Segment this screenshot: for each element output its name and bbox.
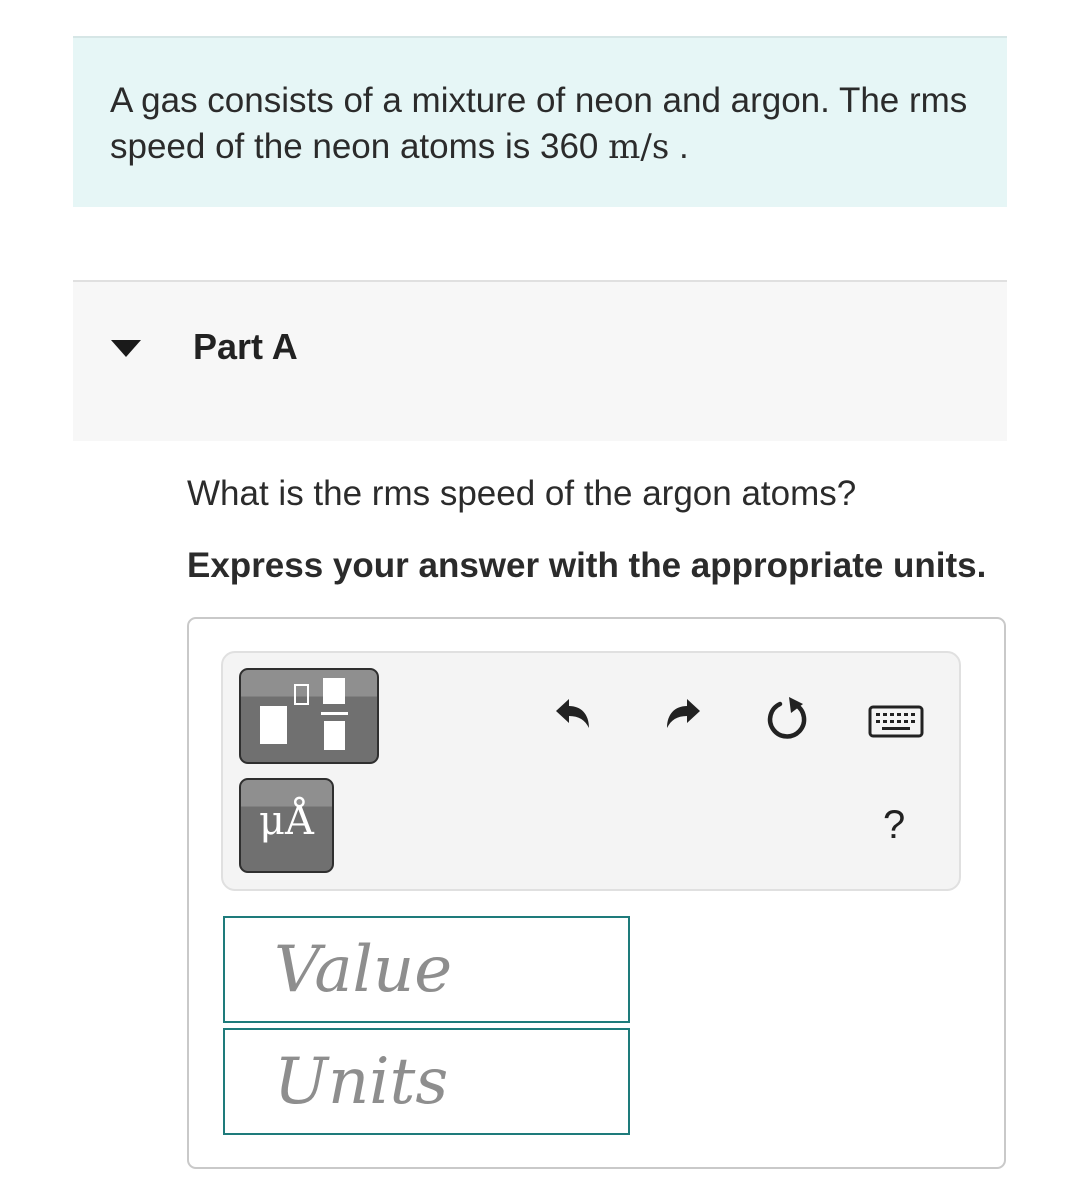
- answer-area: [187, 617, 1006, 1169]
- problem-end: .: [669, 127, 689, 166]
- problem-text: [110, 78, 970, 170]
- part-a-header[interactable]: [73, 280, 1007, 441]
- units-input[interactable]: [223, 1028, 630, 1135]
- value-input[interactable]: [223, 916, 630, 1023]
- math-toolbar: [221, 651, 961, 891]
- templates-button[interactable]: [239, 668, 379, 764]
- help-button[interactable]: ?: [883, 803, 906, 847]
- question-text: What is the rms speed of the argon atoms?: [187, 474, 857, 513]
- undo-button[interactable]: [551, 695, 595, 744]
- reset-icon: [763, 693, 813, 743]
- instruction-text: Express your answer with the appropriate units.: [187, 546, 987, 585]
- collapse-caret-icon[interactable]: [111, 340, 141, 357]
- keyboard-icon: [868, 703, 924, 739]
- undo-icon: [551, 695, 595, 739]
- part-title: Part A: [193, 326, 298, 367]
- problem-statement: [73, 36, 1007, 207]
- redo-icon: [661, 695, 705, 739]
- problem-sentence: A gas consists of a mixture of neon and argon. The rms speed of the neon atoms is 360: [110, 81, 968, 166]
- redo-button[interactable]: [661, 695, 705, 744]
- units-glyph: μÅ: [259, 798, 314, 844]
- units-button[interactable]: [239, 778, 334, 873]
- keyboard-button[interactable]: [868, 703, 924, 744]
- speed-unit: m/s: [608, 127, 670, 167]
- reset-button[interactable]: [763, 693, 813, 748]
- fraction-templates-icon: [241, 670, 377, 762]
